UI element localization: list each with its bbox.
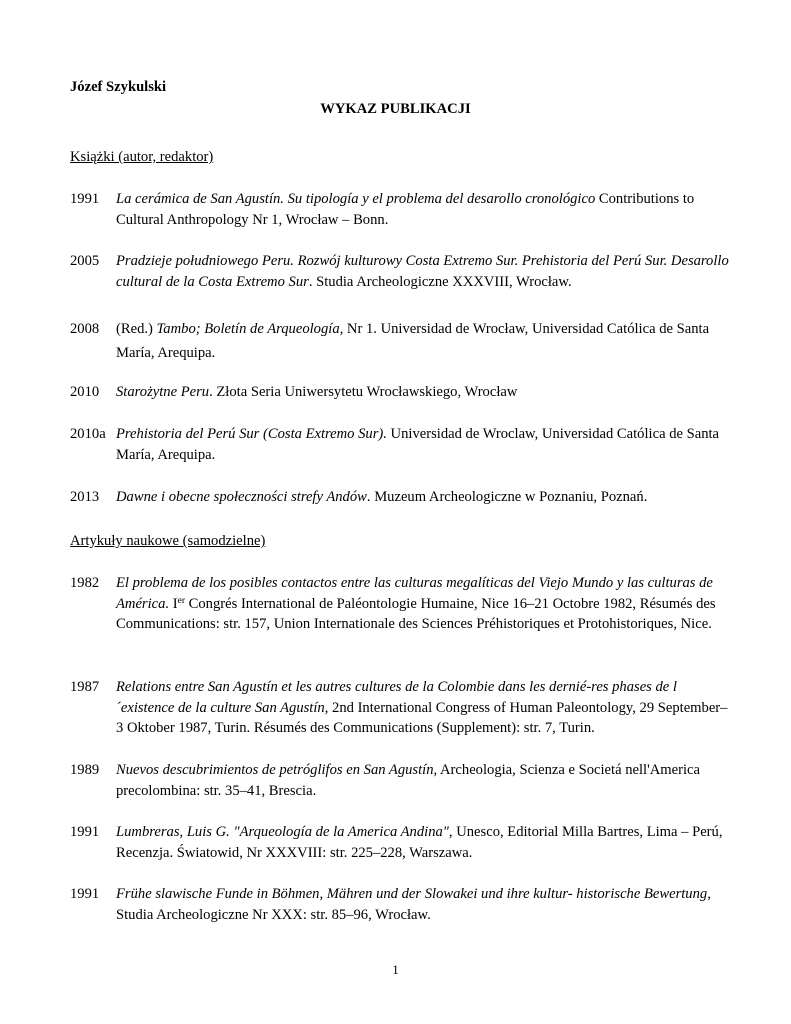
section-heading-articles: Artykuły naukowe (samodzielne) xyxy=(70,533,266,549)
entry-title: El problema de los posibles contactos entre las culturas megalíticas del Viejo Mundo y las culturas de América. xyxy=(116,575,713,612)
entry-details: 2nd International Congress of Human Paleontology, 29 September–3 Oktober 1987, Turin. Résumés des Communications (Supplement): str. 7, Turin. xyxy=(116,699,728,736)
entry-text xyxy=(116,424,730,465)
book-entry xyxy=(70,382,730,403)
entry-title: Dawne i obecne społeczności strefy Andów xyxy=(116,489,367,505)
entry-title: Tambo; Boletín de Arqueología xyxy=(156,321,340,337)
entry-year: 2008 xyxy=(70,321,100,337)
entry-year: 1982 xyxy=(70,575,100,591)
entry-details: , Nr 1. Universidad de Wrocław, Universidad Católica de Santa María, Arequipa. xyxy=(116,321,710,361)
entry-superscript: er xyxy=(177,595,185,606)
entry-year: 1989 xyxy=(70,762,100,778)
entry-details: Contributions to Cultural Anthropology Nr 1, Wrocław – Bonn. xyxy=(116,191,695,228)
entry-details: Congrés International de Paléontologie Humaine, Nice 16–21 Octobre 1982, Résumés des Communications: str. 157, Union Internationale des Sciences Préhistoriques et Protohistoriques, Nice. xyxy=(116,595,716,632)
entry-title: Frühe slawische Funde in Böhmen, Mähren und der Slowakei und ihre kultur- historische Bewertung xyxy=(116,886,708,902)
entry-details-start: I xyxy=(169,595,178,612)
entry-year: 2013 xyxy=(70,489,100,505)
entry-year: 1991 xyxy=(70,886,100,902)
author-name: Józef Szykulski xyxy=(70,79,167,95)
entry-year: 1987 xyxy=(70,679,100,695)
book-entry xyxy=(70,487,730,508)
entry-year: 2010 xyxy=(70,384,100,400)
article-entry xyxy=(70,822,730,863)
entry-year: 2010a xyxy=(70,426,106,442)
book-entry xyxy=(70,189,730,230)
entry-details: , Unesco, Editorial Milla Bartres, Lima – Perú, Recenzja. Światowid, Nr XXXVIII: str. 225–228, Warszawa. xyxy=(116,824,723,861)
entry-text xyxy=(116,822,730,863)
entry-text xyxy=(116,251,730,292)
entry-title: Lumbreras, Luis G. "Arqueología de la America Andina" xyxy=(116,824,449,840)
entry-title: Starożytne Peru xyxy=(116,384,210,400)
entry-text xyxy=(116,189,730,230)
entry-text xyxy=(116,677,730,739)
entry-title: Prehistoria del Perú Sur (Costa Extremo Sur). xyxy=(116,426,387,442)
entry-text xyxy=(116,760,730,801)
article-entry xyxy=(70,760,730,801)
page-number: 1 xyxy=(392,962,399,977)
entry-text xyxy=(116,573,730,635)
entry-text xyxy=(116,884,730,925)
entry-details: . Złota Seria Uniwersytetu Wrocławskiego, Wrocław xyxy=(209,384,518,400)
entry-title: La cerámica de San Agustín. Su tipología y el problema del desarollo cronológico xyxy=(116,191,596,207)
book-entry xyxy=(70,424,730,465)
entry-details: . Studia Archeologiczne XXXVIII, Wrocław. xyxy=(308,273,572,290)
book-entry xyxy=(70,251,730,292)
entry-details: . Muzeum Archeologiczne w Poznaniu, Poznań. xyxy=(366,489,648,505)
entry-text xyxy=(116,382,730,403)
entry-title: Relations entre San Agustín et les autres cultures de la Colombie dans les dernié-res phases de l´existence de la culture San Agustín, xyxy=(116,679,677,716)
section-heading-books: Książki (autor, redaktor) xyxy=(70,149,214,165)
entry-year: 2005 xyxy=(70,253,100,269)
article-entry xyxy=(70,677,730,739)
entry-details: , Archeologia, Scienza e Societá nell'America precolombina: str. 35–41, Brescia. xyxy=(116,762,700,799)
entry-details: , Studia Archeologiczne Nr XXX: str. 85–96, Wrocław. xyxy=(116,886,711,923)
entry-title: Pradzieje południowego Peru. Rozwój kulturowy Costa Extremo Sur. Prehistoria del Perú Sur. Desarollo cultural de la Costa Extremo Sur xyxy=(116,253,729,290)
document-title: WYKAZ PUBLIKACJI xyxy=(320,101,471,117)
book-entry xyxy=(70,317,730,365)
entry-details: Universidad de Wroclaw, Universidad Católica de Santa María, Arequipa. xyxy=(116,426,720,463)
entry-year: 1991 xyxy=(70,191,100,207)
entry-text xyxy=(116,317,730,365)
entry-title: Nuevos descubrimientos de petróglifos en San Agustín xyxy=(116,762,434,778)
article-entry xyxy=(70,884,730,925)
entry-text xyxy=(116,487,730,508)
entry-year: 1991 xyxy=(70,824,100,840)
article-entry xyxy=(70,573,730,635)
entry-prefix: (Red.) xyxy=(116,321,157,337)
